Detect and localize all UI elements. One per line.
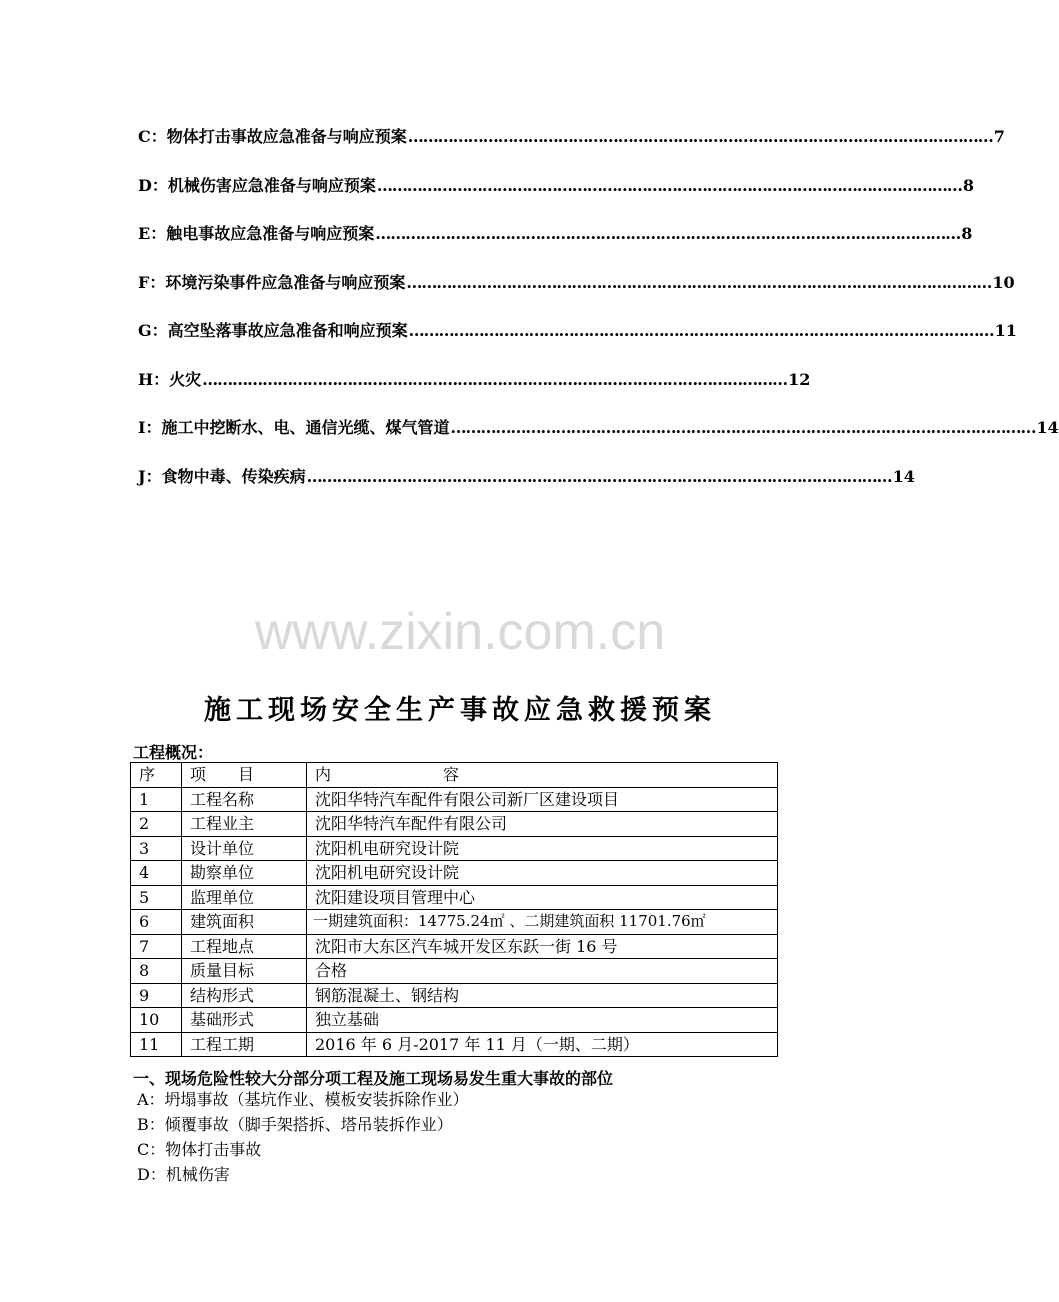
toc-entry-page: 8 (962, 175, 975, 195)
table-cell: 监理单位 (182, 885, 307, 910)
table-header-cell: 项 目 (182, 763, 307, 788)
table-cell: 建筑面积 (182, 910, 307, 935)
list-item: D：机械伤害 (137, 1165, 230, 1184)
list-item: B：倾覆事故（脚手架搭拆、塔吊装拆作业） (137, 1115, 453, 1134)
table-cell: 9 (131, 983, 182, 1008)
toc-entry-label: F：环境污染事件应急准备与响应预案 (138, 272, 406, 292)
table-cell: 工程工期 (182, 1032, 307, 1057)
toc-entry[interactable] (138, 464, 915, 513)
table-row (131, 983, 778, 1008)
table-row (131, 959, 778, 984)
toc-leader-dots: ……………………………………………………………………………………………………… (408, 321, 994, 340)
table-cell: 10 (131, 1008, 182, 1033)
document-title: 施工现场安全生产事故应急救援预案 (204, 695, 716, 726)
table-cell: 8 (131, 959, 182, 984)
toc-leader-dots: ……………………………………………………………………………………………………… (450, 418, 1036, 437)
table-cell: 质量目标 (182, 959, 307, 984)
hazard-list (137, 1087, 469, 1187)
table-cell: 2 (131, 812, 182, 837)
table-cell: 沈阳建设项目管理中心 (307, 885, 778, 910)
table-cell: 独立基础 (307, 1008, 778, 1033)
table-cell: 11 (131, 1032, 182, 1057)
table-cell: 沈阳华特汽车配件有限公司新厂区建设项目 (307, 787, 778, 812)
table-row (131, 1032, 778, 1057)
table-header-cell: 内 容 (307, 763, 778, 788)
toc-entry-page: 14 (1036, 418, 1059, 437)
table-cell: 钢筋混凝土、钢结构 (307, 983, 778, 1008)
toc-entry[interactable] (138, 318, 1017, 367)
toc-entry[interactable] (138, 270, 1015, 319)
toc-entry-page: 12 (788, 369, 811, 389)
table-header-cell: 序 (131, 763, 182, 788)
toc-entry-label: J：食物中毒、传染疾病 (138, 466, 306, 486)
toc-entry[interactable] (138, 124, 1005, 173)
table-row (131, 787, 778, 812)
toc-entry-label: G：高空坠落事故应急准备和响应预案 (138, 321, 408, 340)
toc-entry-page: 8 (961, 224, 973, 243)
toc-entry[interactable] (138, 415, 1059, 464)
list-item: A：坍塌事故（基坑作业、模板安装拆除作业） (137, 1090, 469, 1109)
toc-leader-dots: ……………………………………………………………………………………………………… (376, 175, 962, 195)
table-cell: 7 (131, 934, 182, 959)
table-row (131, 885, 778, 910)
overview-label: 工程概况： (133, 743, 214, 762)
table-cell: 勘察单位 (182, 861, 307, 886)
table-cell: 沈阳市大东区汽车城开发区东跃一街 16 号 (307, 934, 778, 959)
table-cell: 结构形式 (182, 983, 307, 1008)
toc-entry-page: 7 (993, 127, 1005, 146)
table-cell: 1 (131, 787, 182, 812)
toc-leader-dots: ……………………………………………………………………………………………………… (202, 369, 788, 389)
list-item: C：物体打击事故 (137, 1140, 262, 1159)
table-cell: 基础形式 (182, 1008, 307, 1033)
table-cell: 3 (131, 836, 182, 861)
toc-entry-page: 14 (892, 466, 915, 486)
table-cell: 5 (131, 885, 182, 910)
toc-entry-page: 11 (994, 321, 1017, 340)
table-cell: 2016 年 6 月-2017 年 11 月（一期、二期） (307, 1032, 778, 1057)
table-cell: 合格 (307, 959, 778, 984)
table-cell: 设计单位 (182, 836, 307, 861)
table-cell: 工程名称 (182, 787, 307, 812)
toc-entry-label: I：施工中挖断水、电、通信光缆、煤气管道 (138, 418, 450, 437)
table-cell: 沈阳华特汽车配件有限公司 (307, 812, 778, 837)
table-cell: 4 (131, 861, 182, 886)
table-row (131, 861, 778, 886)
table-row (131, 910, 778, 935)
table-row (131, 1008, 778, 1033)
toc-leader-dots: ……………………………………………………………………………………………………… (406, 272, 992, 292)
table-header-row (131, 763, 778, 788)
watermark: www.zixin.com.cn (254, 603, 666, 661)
toc-entry[interactable] (138, 221, 973, 270)
toc-leader-dots: ……………………………………………………………………………………………………… (306, 466, 892, 486)
table-cell: 沈阳机电研究设计院 (307, 861, 778, 886)
toc-entry[interactable] (138, 367, 811, 416)
table-of-contents (138, 124, 1059, 512)
toc-entry-page: 10 (992, 272, 1015, 292)
table-cell: 工程业主 (182, 812, 307, 837)
table-cell: 6 (131, 910, 182, 935)
toc-entry-label: H：火灾 (138, 369, 202, 389)
table-row (131, 836, 778, 861)
table-row (131, 812, 778, 837)
toc-leader-dots: ……………………………………………………………………………………………………… (375, 224, 961, 243)
toc-entry-label: C：物体打击事故应急准备与响应预案 (138, 127, 407, 146)
toc-entry[interactable] (138, 173, 975, 222)
toc-leader-dots: ……………………………………………………………………………………………………… (407, 127, 993, 146)
table-cell: 沈阳机电研究设计院 (307, 836, 778, 861)
table-cell: 工程地点 (182, 934, 307, 959)
toc-entry-label: D：机械伤害应急准备与响应预案 (138, 175, 376, 195)
toc-entry-label: E：触电事故应急准备与响应预案 (138, 224, 375, 243)
project-overview-table (130, 762, 778, 1057)
section-heading: 一、现场危险性较大分部分项工程及施工现场易发生重大事故的部位 (133, 1069, 614, 1088)
table-row (131, 934, 778, 959)
table-cell: 一期建筑面积：14775.24㎡ 、二期建筑面积 11701.76㎡ (307, 910, 778, 935)
